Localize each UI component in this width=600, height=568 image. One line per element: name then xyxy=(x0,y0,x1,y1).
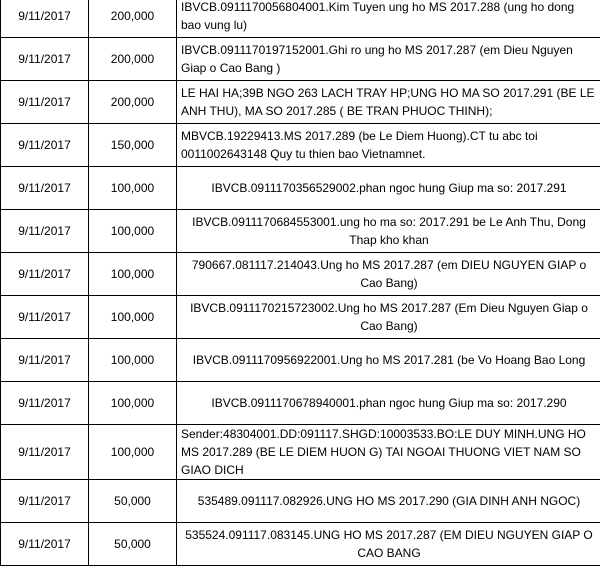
table-row xyxy=(1,382,600,425)
amount-cell: 200,000 xyxy=(89,0,177,38)
date-cell: 9/11/2017 xyxy=(1,210,89,253)
date-cell: 9/11/2017 xyxy=(1,0,89,38)
amount-cell: 150,000 xyxy=(89,124,177,167)
description-cell: MBVCB.19229413.MS 2017.289 (be Le Diem Huong).CT tu abc toi 0011002643148 Quy tu thien bao Vietnamnet. xyxy=(177,124,600,167)
table-row xyxy=(1,523,600,566)
description-cell: 535489.091117.082926.UNG HO MS 2017.290 (GIA DINH ANH NGOC) xyxy=(177,480,600,523)
amount-cell: 200,000 xyxy=(89,38,177,81)
date-cell: 9/11/2017 xyxy=(1,425,89,480)
description-cell: IBVCB.0911170056804001.Kim Tuyen ung ho MS 2017.288 (ung ho dong bao vung lu) xyxy=(177,0,600,38)
table-row xyxy=(1,124,600,167)
date-cell: 9/11/2017 xyxy=(1,81,89,124)
table-row xyxy=(1,167,600,210)
amount-cell: 100,000 xyxy=(89,339,177,382)
date-cell: 9/11/2017 xyxy=(1,382,89,425)
date-cell: 9/11/2017 xyxy=(1,38,89,81)
date-cell: 9/11/2017 xyxy=(1,124,89,167)
table-row xyxy=(1,425,600,480)
amount-cell: 100,000 xyxy=(89,296,177,339)
amount-cell: 100,000 xyxy=(89,167,177,210)
description-cell: IBVCB.0911170678940001.phan ngoc hung Giup ma so: 2017.290 xyxy=(177,382,600,425)
table-row xyxy=(1,210,600,253)
date-cell: 9/11/2017 xyxy=(1,339,89,382)
description-cell: IBVCB.0911170197152001.Ghi ro ung ho MS 2017.287 (em Dieu Nguyen Giap o Cao Bang ) xyxy=(177,38,600,81)
amount-cell: 200,000 xyxy=(89,81,177,124)
description-cell: 535524.091117.083145.UNG HO MS 2017.287 (EM DIEU NGUYEN GIAP O CAO BANG xyxy=(177,523,600,566)
amount-cell: 50,000 xyxy=(89,523,177,566)
amount-cell: 50,000 xyxy=(89,480,177,523)
description-cell: IBVCB.0911170356529002.phan ngoc hung Giup ma so: 2017.291 xyxy=(177,167,600,210)
description-cell: IBVCB.0911170684553001.ung ho ma so: 2017.291 be Le Anh Thu, Dong Thap kho khan xyxy=(177,210,600,253)
date-cell: 9/11/2017 xyxy=(1,523,89,566)
amount-cell: 100,000 xyxy=(89,210,177,253)
table-row xyxy=(1,296,600,339)
table-row xyxy=(1,480,600,523)
date-cell: 9/11/2017 xyxy=(1,480,89,523)
description-cell: 790667.081117.214043.Ung ho MS 2017.287 (em DIEU NGUYEN GIAP o Cao Bang) xyxy=(177,253,600,296)
table-row xyxy=(1,38,600,81)
table-row xyxy=(1,253,600,296)
table-row xyxy=(1,339,600,382)
table-row xyxy=(1,0,600,38)
description-cell: IBVCB.0911170956922001.Ung ho MS 2017.281 (be Vo Hoang Bao Long xyxy=(177,339,600,382)
table-row xyxy=(1,81,600,124)
amount-cell: 100,000 xyxy=(89,253,177,296)
date-cell: 9/11/2017 xyxy=(1,167,89,210)
description-cell: Sender:48304001.DD:091117.SHGD:10003533.BO:LE DUY MINH.UNG HO MS 2017.289 (BE LE DIEM HUON G) TAI NGOAI THUONG VIET NAM SO GIAO DICH xyxy=(177,425,600,480)
amount-cell: 100,000 xyxy=(89,425,177,480)
description-cell: LE HAI HA;39B NGO 263 LACH TRAY HP;UNG HO MA SO 2017.291 (BE LE ANH THU), MA SO 2017.285 ( BE TRAN PHUOC THINH); xyxy=(177,81,600,124)
description-cell: IBVCB.0911170215723002.Ung ho MS 2017.287 (Em Dieu Nguyen Giap o Cao Bang) xyxy=(177,296,600,339)
date-cell: 9/11/2017 xyxy=(1,253,89,296)
amount-cell: 100,000 xyxy=(89,382,177,425)
date-cell: 9/11/2017 xyxy=(1,296,89,339)
